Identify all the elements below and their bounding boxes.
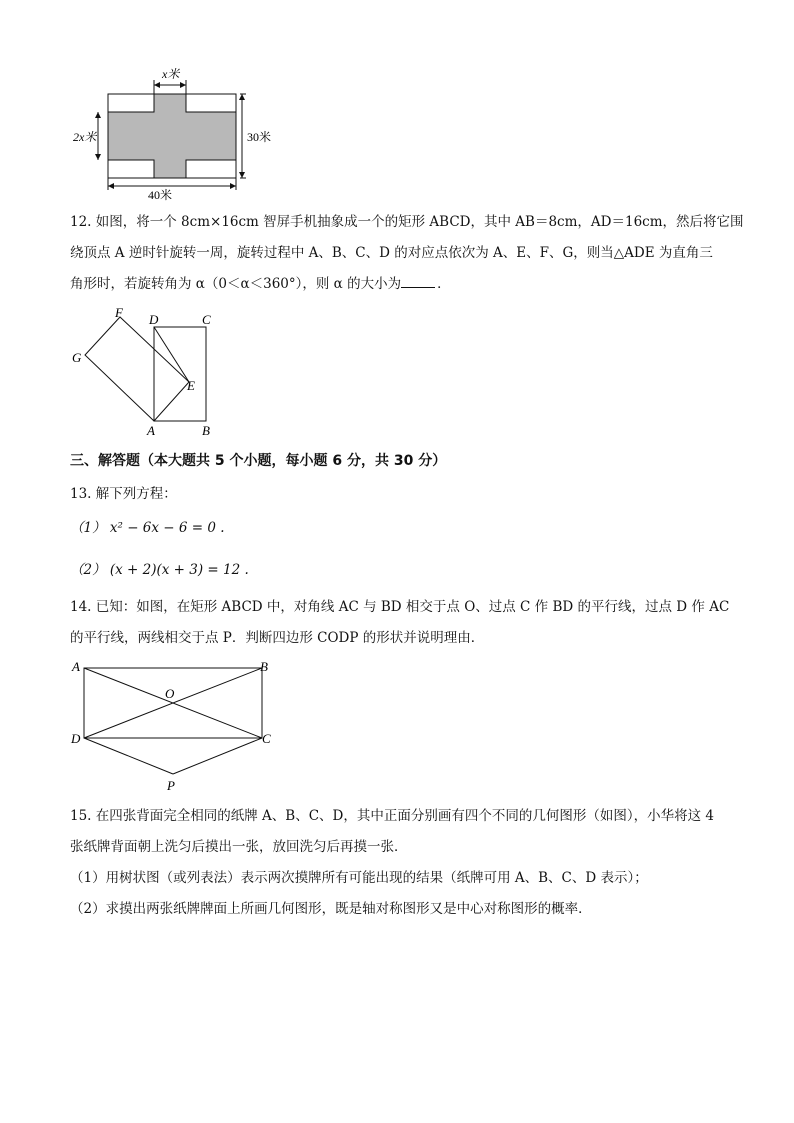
cross-figure (70, 62, 290, 207)
label-C2: C (262, 731, 271, 746)
gray-cross (108, 94, 236, 178)
q13-part2: （2） (x + 2)(x + 3) = 12 . (70, 562, 249, 578)
q12-line3-text: 角形时，若旋转角为 α（0＜α＜360°），则 α 的大小为 (70, 276, 402, 292)
label-F: F (115, 305, 123, 320)
label-P: P (167, 778, 175, 793)
label-A: A (147, 423, 155, 438)
label-A2: A (72, 659, 80, 674)
label-D2: D (71, 731, 81, 746)
q12-line1: 12. 如图，将一个 8cm×16cm 智屏手机抽象成一个的矩形 ABCD，其中 AB＝8cm，AD＝16cm，然后将它围 (70, 214, 744, 230)
label-2x: 2x米 (73, 130, 97, 144)
label-30: 30米 (247, 130, 272, 144)
q12-line2: 绕顶点 A 逆时针旋转一周，旋转过程中 A、B、C、D 的对应点依次为 A、E、F、G，则当△ADE 为直角三 (70, 245, 713, 261)
q15-part2: （2）求摸出两张纸牌牌面上所画几何图形，既是轴对称图形又是中心对称图形的概率． (70, 901, 592, 917)
q15-part1: （1）用树状图（或列表法）表示两次摸牌所有可能出现的结果（纸牌可用 A、B、C、D 表示）； (70, 870, 648, 886)
label-C: C (202, 312, 211, 327)
label-B: B (202, 423, 210, 438)
q13-stem: 13. 解下列方程： (70, 486, 177, 502)
rectangle-figure (66, 656, 286, 796)
q13-part1: （1） x² − 6x − 6 = 0 . (70, 520, 225, 536)
label-G: G (72, 350, 82, 365)
q12-line3-end: ． (437, 276, 451, 292)
q15-line1: 15. 在四张背面完全相同的纸牌 A、B、C、D，其中正面分别画有四个不同的几何图形（如图），小华将这 4 (70, 808, 715, 824)
q14-line2: 的平行线，两线相交于点 P．判断四边形 CODP 的形状并说明理由． (70, 630, 485, 646)
label-B2: B (260, 659, 268, 674)
q12-line3 (70, 275, 451, 293)
label-O: O (165, 686, 175, 701)
section-title: 三、解答题（本大题共 5 个小题，每小题 6 分，共 30 分） (70, 453, 447, 469)
answer-blank (401, 275, 435, 288)
rotation-figure (66, 305, 226, 440)
q15-line2: 张纸牌背面朝上洗匀后摸出一张，放回洗匀后再摸一张． (70, 839, 408, 855)
q14-line1: 14. 已知：如图，在矩形 ABCD 中，对角线 AC 与 BD 相交于点 O、过点 C 作 BD 的平行线，过点 D 作 AC (70, 599, 730, 615)
label-D: D (149, 312, 159, 327)
label-E: E (187, 378, 195, 393)
label-40: 40米 (148, 188, 173, 202)
label-x: x米 (162, 67, 180, 81)
